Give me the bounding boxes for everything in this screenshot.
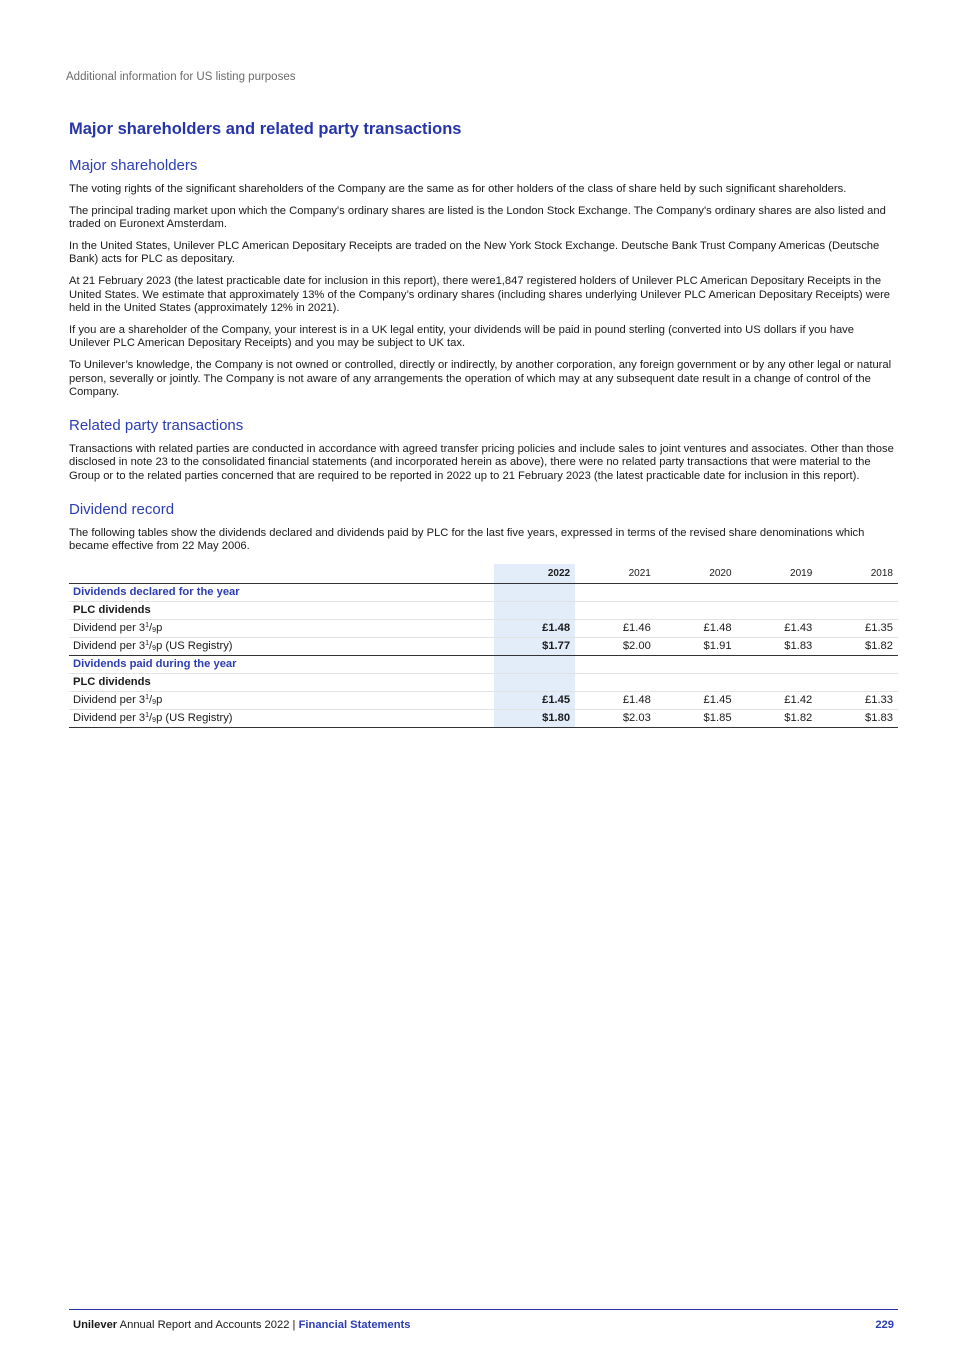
footer-rule xyxy=(69,1309,898,1310)
row-label: Dividend per $3^1/_9p$ (US Registry) xyxy=(69,709,494,727)
value-cell: $1.77 xyxy=(494,637,575,655)
value-cell: £1.46 xyxy=(575,619,656,637)
year-header: 2018 xyxy=(817,564,898,584)
subgroup-label: PLC dividends xyxy=(69,601,494,619)
table-row xyxy=(69,709,898,727)
page-number: 229 xyxy=(875,1319,894,1331)
value-cell: £1.45 xyxy=(494,691,575,709)
dividend-record-heading: Dividend record xyxy=(69,500,175,518)
footer-report-title: Annual Report and Accounts 2022 | xyxy=(117,1319,299,1331)
value-cell: $1.85 xyxy=(656,709,737,727)
value-cell: $1.83 xyxy=(737,637,818,655)
dividend-record-section xyxy=(69,501,898,728)
row-label: Dividend per $3^1/_9p$ xyxy=(69,619,494,637)
group-label: Dividends paid during the year xyxy=(69,655,494,673)
page-footer xyxy=(73,1319,894,1331)
subgroup-label: PLC dividends xyxy=(69,673,494,691)
table-row xyxy=(69,673,898,691)
row-label: Dividend per $3^1/_9p$ (US Registry) xyxy=(69,637,494,655)
value-cell: £1.48 xyxy=(575,691,656,709)
major-shareholders-heading: Major shareholders xyxy=(69,157,198,174)
page-title: Major shareholders and related party transactions xyxy=(69,120,462,138)
footer-section-link[interactable]: Financial Statements xyxy=(298,1319,411,1331)
table-row xyxy=(69,637,898,655)
running-head: Additional information for US listing purposes xyxy=(66,71,296,83)
value-cell: £1.42 xyxy=(737,691,818,709)
value-cell: £1.48 xyxy=(494,619,575,637)
year-header: 2022 xyxy=(494,564,575,584)
footer-brand: Unilever xyxy=(73,1319,118,1331)
table-row xyxy=(69,655,898,673)
value-cell: $1.82 xyxy=(737,709,818,727)
value-cell: $1.82 xyxy=(817,637,898,655)
value-cell: $1.83 xyxy=(817,709,898,727)
paragraph: The voting rights of the significant shareholders of the Company are the same as for other holders of the class of share held by such significant shareholders. xyxy=(69,183,847,195)
related-party-section xyxy=(69,417,898,484)
year-header: 2021 xyxy=(575,564,656,584)
table-row xyxy=(69,691,898,709)
paragraph: Transactions with related parties are conducted in accordance with agreed transfer pricing policies and include sales to joint ventures and associates. Other than those disclosed in note 23 to the consolidated financial statements (and incorporated herein as above), there were no related party transactions that were material to the Group or to the related parties concerned that are required to be reported in 2022 up to 21 February 2023 (the latest practicable date for inclusion in this report). xyxy=(69,442,894,482)
value-cell: £1.35 xyxy=(817,619,898,637)
value-cell: $1.91 xyxy=(656,637,737,655)
value-cell: £1.43 xyxy=(737,619,818,637)
value-cell: £1.33 xyxy=(817,691,898,709)
paragraph: The principal trading market upon which the Company's ordinary shares are listed is the London Stock Exchange. The Company's ordinary shares are also listed and traded on Euronext Amsterdam. xyxy=(69,204,886,231)
paragraph: In the United States, Unilever PLC American Depositary Receipts are traded on the New York Stock Exchange. Deutsche Bank Trust Company Americas (Deutsche Bank) acts for PLC as depositary. xyxy=(69,239,880,266)
paragraph: The following tables show the dividends declared and dividends paid by PLC for the last five years, expressed in terms of the revised share denominations which became effective from 22 May 2006. xyxy=(69,526,865,553)
major-shareholders-section xyxy=(69,157,898,400)
table-header-row xyxy=(69,564,898,584)
value-cell: $2.03 xyxy=(575,709,656,727)
dividend-table xyxy=(69,564,898,728)
row-label: Dividend per $3^1/_9p$ xyxy=(69,691,494,709)
table-row xyxy=(69,619,898,637)
value-cell: £1.48 xyxy=(656,619,737,637)
year-header: 2019 xyxy=(737,564,818,584)
related-party-heading: Related party transactions xyxy=(69,416,244,434)
paragraph: To Unilever’s knowledge, the Company is not owned or controlled, directly or indirectly, by another corporation, any foreign government or by any other legal or natural person, severally or jointly. The Company is not aware of any arrangements the operation of which may at any subsequent date result in a change of control of the Company. xyxy=(69,358,892,399)
paragraph: If you are a shareholder of the Company, your interest is in a UK legal entity, your dividends will be paid in pound sterling (converted into US dollars if you have Unilever PLC American Depositary Receipts) and you may be subject to UK tax. xyxy=(69,323,854,350)
table-row xyxy=(69,601,898,619)
page-content xyxy=(69,120,898,728)
paragraph: At 21 February 2023 (the latest practicable date for inclusion in this report), there were1,847 registered holders of Unilever PLC American Depositary Receipts in the United States. We estimate that approximately 13% of the Company’s ordinary shares (including shares underlying Unilever PLC American Depositary Receipts) were held in the United States (approximately 12% in 2021). xyxy=(69,274,891,315)
value-cell: $2.00 xyxy=(575,637,656,655)
value-cell: $1.80 xyxy=(494,709,575,727)
table-row xyxy=(69,583,898,601)
value-cell: £1.45 xyxy=(656,691,737,709)
year-header: 2020 xyxy=(656,564,737,584)
group-label: Dividends declared for the year xyxy=(69,583,494,601)
header-label-cell xyxy=(69,564,494,584)
